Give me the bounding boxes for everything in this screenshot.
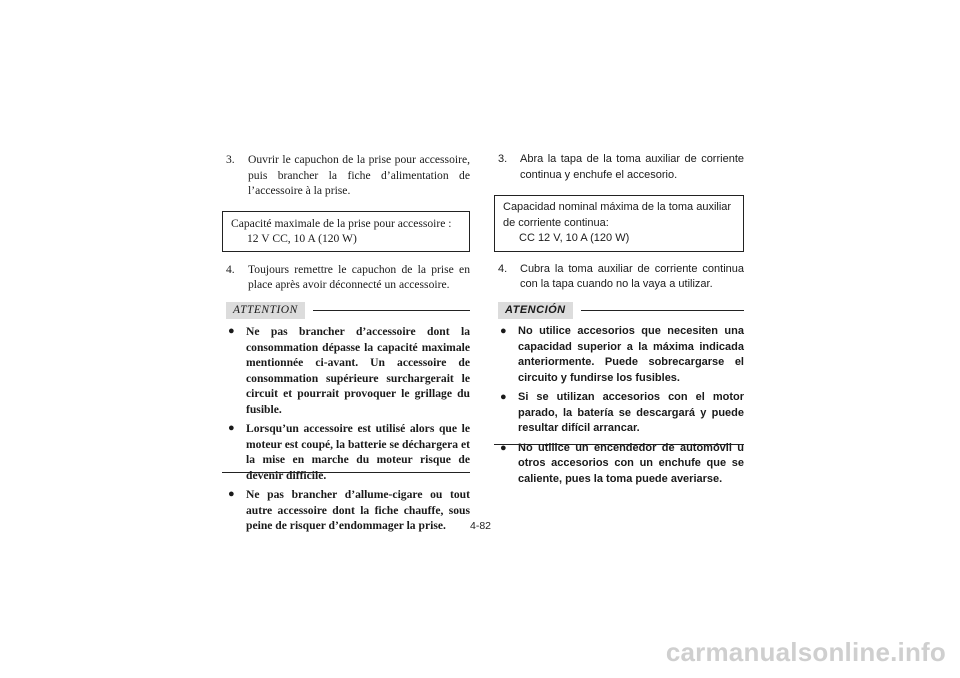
es-atencion-label: ATENCIÓN [498,302,573,320]
fr-warning-list [226,324,470,534]
fr-note-header [226,302,470,320]
watermark-logo: carmanualsonline.info [665,637,946,667]
list-item [498,390,744,437]
fr-end-rule [222,472,470,473]
spanish-column [498,152,744,491]
fr-spec-value: 12 V CC, 10 A (120 W) [247,232,357,245]
french-column [226,152,470,538]
es-note-header [498,302,744,320]
es-step-4-text: Cubra la toma auxiliar de corriente continua con la tapa cuando no la vaya a utilizar. [520,262,744,290]
es-step-3-number: 3. [498,153,508,165]
es-step-3 [498,152,744,183]
fr-spec-label: Capacité maximale de la prise pour accessoire : [231,216,452,230]
fr-warning-text: Ne pas brancher d’allume-cigare ou tout autre accessoire dont la fiche chauffe, sous peine de risquer d’endommager la prise. [246,488,470,532]
list-item [226,421,470,483]
bullet-icon: ● [500,391,507,403]
fr-step-3-number: 3. [226,153,235,166]
es-warning-list [498,324,744,487]
fr-step-4-text: Toujours remettre le capuchon de la prise en place après avoir déconnecté un accessoire. [248,262,470,291]
bullet-icon: ● [500,325,507,337]
es-note-rule [581,310,744,311]
page-number: 4-82 [470,520,492,532]
es-spec-label: Capacidad nominal máxima de la toma auxiliar de corriente continua: [503,201,732,229]
es-spec-value: CC 12 V, 10 A (120 W) [519,232,630,244]
fr-step-3 [226,152,470,199]
list-item [498,441,744,488]
list-item [226,324,470,417]
list-item [498,324,744,386]
es-warning-text: Si se utilizan accesorios con el motor parado, la batería se descargará y puede resultar difícil arrancar. [518,391,744,434]
es-warning-text: No utilice accesorios que necesiten una capacidad superior a la máxima indicada anteriormente. Puede sobrecargarse el circuito y fundirse los fusibles. [518,325,744,384]
bullet-icon: ● [500,441,507,454]
es-warning-text: No utilice un encendedor de automóvil u otros accesorios con un enchufe que se caliente, pues la toma puede averiarse. [518,441,744,485]
es-spec-box [494,195,744,252]
es-end-rule [494,444,744,445]
bullet-icon: ● [228,422,235,434]
fr-step-3-text: Ouvrir le capuchon de la prise pour accessoire, puis brancher la fiche d’alimentation de l’accessoire à la prise. [248,153,470,197]
fr-warning-text: Lorsqu’un accessoire est utilisé alors que le moteur est coupé, la batterie se déchargera et la mise en marche du moteur risque de devenir difficile. [246,422,470,482]
fr-step-4-number: 4. [226,262,235,276]
fr-warning-text: Ne pas brancher d’accessoire dont la consommation dépasse la capacité maximale mentionnée ci-avant. Un accessoire de consommation supérieure surchargerait le circuit et pourrait provoquer le grillage du fusible. [246,325,470,416]
list-item [226,487,470,534]
es-step-4-number: 4. [498,262,508,275]
es-step-4 [498,262,744,293]
bullet-icon: ● [228,325,235,337]
fr-attention-label: ATTENTION [226,302,305,320]
fr-note-rule [313,310,470,311]
es-step-3-text: Abra la tapa de la toma auxiliar de corriente continua y enchufe el accesorio. [520,153,744,181]
bullet-icon: ● [228,488,235,500]
fr-spec-box [222,211,470,252]
fr-step-4 [226,262,470,293]
